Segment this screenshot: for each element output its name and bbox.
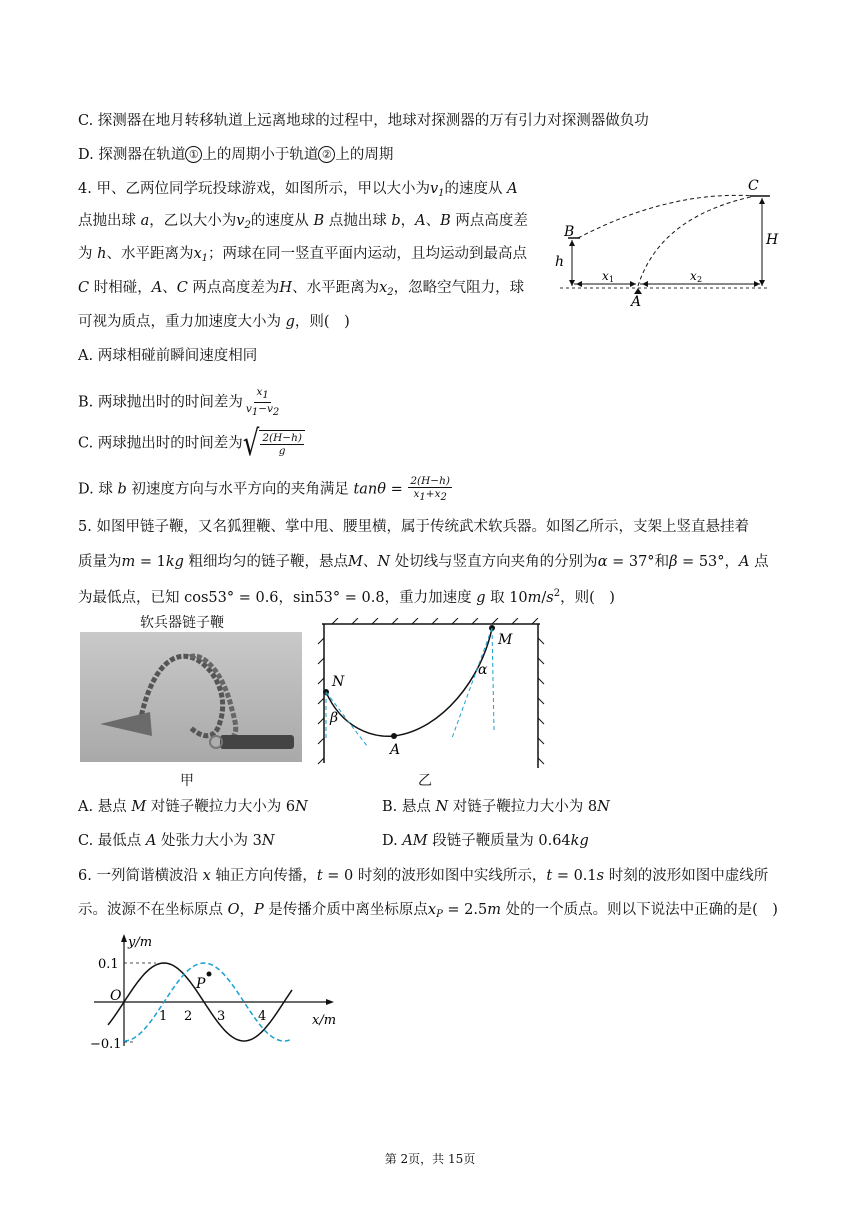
- q4-stem-line-4: C 时相碰，A、C 两点高度差为H、水平距离为$x_2$，忽略空气阻力，球: [78, 280, 525, 298]
- q5-label-a: A: [390, 742, 401, 758]
- page-footer: 第 2页，共 15页: [384, 1152, 476, 1166]
- q6-point-p: [207, 972, 212, 977]
- q4-label-a: A: [631, 294, 642, 306]
- q4-stem-line-1: 4. 甲、乙两位同学玩投球游戏，如图所示，甲以大小为$v_1$的速度从 A: [78, 181, 518, 199]
- q4-stem-line-2: 点抛出球 a，乙以大小为$v_2$的速度从 B 点抛出球 b，A、B 两点高度差: [78, 213, 528, 231]
- q5-option-c: C. 最低点 A 处张力大小为 3N: [78, 833, 275, 849]
- q4-projectile-figure: [550, 176, 780, 306]
- q6-ylabel: y/m: [128, 935, 153, 950]
- q6-stem-line-2: 示。波源不在坐标原点 O，P 是传播介质中离坐标原点$x_P = 2.5m$ 处的一个质点。则以下说法中正确的是( ): [78, 902, 778, 920]
- q4-option-b: B. 两球抛出时的时间差为 $\frac{x1}{v1-v2}$: [78, 386, 280, 418]
- q4-label-h: h: [555, 254, 565, 270]
- q6-origin: O: [110, 988, 122, 1004]
- q3-option-d: D. 探测器在轨道 ① 上的周期小于轨道 ② 上的周期: [78, 147, 394, 163]
- q6-wave-graph: [84, 928, 344, 1058]
- svg-text:1: 1: [609, 275, 615, 284]
- q4-label-x1: x: [602, 269, 609, 283]
- q5-option-a: A. 悬点 M 对链子鞭拉力大小为 6N: [78, 799, 308, 815]
- q6-xlabel: x/m: [312, 1013, 337, 1028]
- q4-stem-line-5: 可视为质点，重力加速度大小为 g，则( ): [78, 314, 350, 330]
- q4-label-b: B: [564, 224, 575, 240]
- q4-option-d: D. 球 b 初速度方向与水平方向的夹角满足 tanθ = $\frac{2(H-h)}{x1+x2}$: [78, 475, 450, 503]
- q4-label-c: C: [748, 178, 759, 194]
- q5-option-d: D. AM 段链子鞭质量为 0.64kg: [382, 833, 589, 849]
- q5-chain-diagram: [312, 618, 548, 788]
- q5-stem-line-3: 为最低点，已知 cos53° = 0.6，sin53° = 0.8，重力加速度 g 取 $10m/s^2$，则( ): [78, 588, 615, 606]
- q6-p-label: P: [196, 976, 206, 992]
- q4-option-a: A. 两球相碰前瞬间速度相同: [78, 348, 258, 364]
- q5-stem-line-1: 5. 如图甲链子鞭，又名狐狸鞭、掌中甩、腰里横，属于传统武术软兵器。如图乙所示，支架上竖直悬挂着: [78, 519, 749, 535]
- q3-option-c: C. 探测器在地月转移轨道上远离地球的过程中，地球对探测器的万有引力对探测器做负功: [78, 113, 649, 129]
- q5-label-alpha: α: [478, 662, 488, 678]
- q5-photo-caption: 软兵器链子鞭: [140, 615, 224, 631]
- q4-stem-line-3: 为 h、水平距离为$x_1$；两球在同一竖直平面内运动，且均运动到最高点: [78, 246, 528, 264]
- q4-label-x2: x: [690, 269, 697, 283]
- q5-caption-yi: 乙: [418, 773, 432, 789]
- q6-ytick-bottom: −0.1: [90, 1037, 122, 1052]
- q5-chain-whip-photo: [80, 632, 302, 762]
- q6-stem-line-1: 6. 一列简谐横波沿 x 轴正方向传播，t = 0 时刻的波形如图中实线所示，t = 0.1s 时刻的波形如图中虚线所: [78, 868, 769, 884]
- q4-option-c: C. 两球抛出时的时间差为 √ $\frac{2(H-h)}{g}$: [78, 430, 305, 457]
- q6-xtick-1: 1: [159, 1009, 168, 1024]
- q5-caption-jia: 甲: [180, 773, 194, 789]
- q6-xtick-4: 4: [258, 1009, 267, 1024]
- q6-ytick-top: 0.1: [98, 957, 119, 972]
- q4-label-H: H: [766, 232, 779, 248]
- q6-xtick-3: 3: [217, 1009, 226, 1024]
- q6-xtick-2: 2: [184, 1009, 193, 1024]
- svg-text:2: 2: [697, 275, 703, 284]
- q5-option-b: B. 悬点 N 对链子鞭拉力大小为 8N: [382, 799, 610, 815]
- q5-label-n: N: [332, 674, 345, 690]
- q5-label-m: M: [498, 632, 513, 648]
- q5-stem-line-2: 质量为m = 1kg 粗细均匀的链子鞭，悬点M、N 处切线与竖直方向夹角的分别为α = 37°和β = 53°，A 点: [78, 554, 769, 570]
- q5-label-beta: β: [330, 710, 339, 726]
